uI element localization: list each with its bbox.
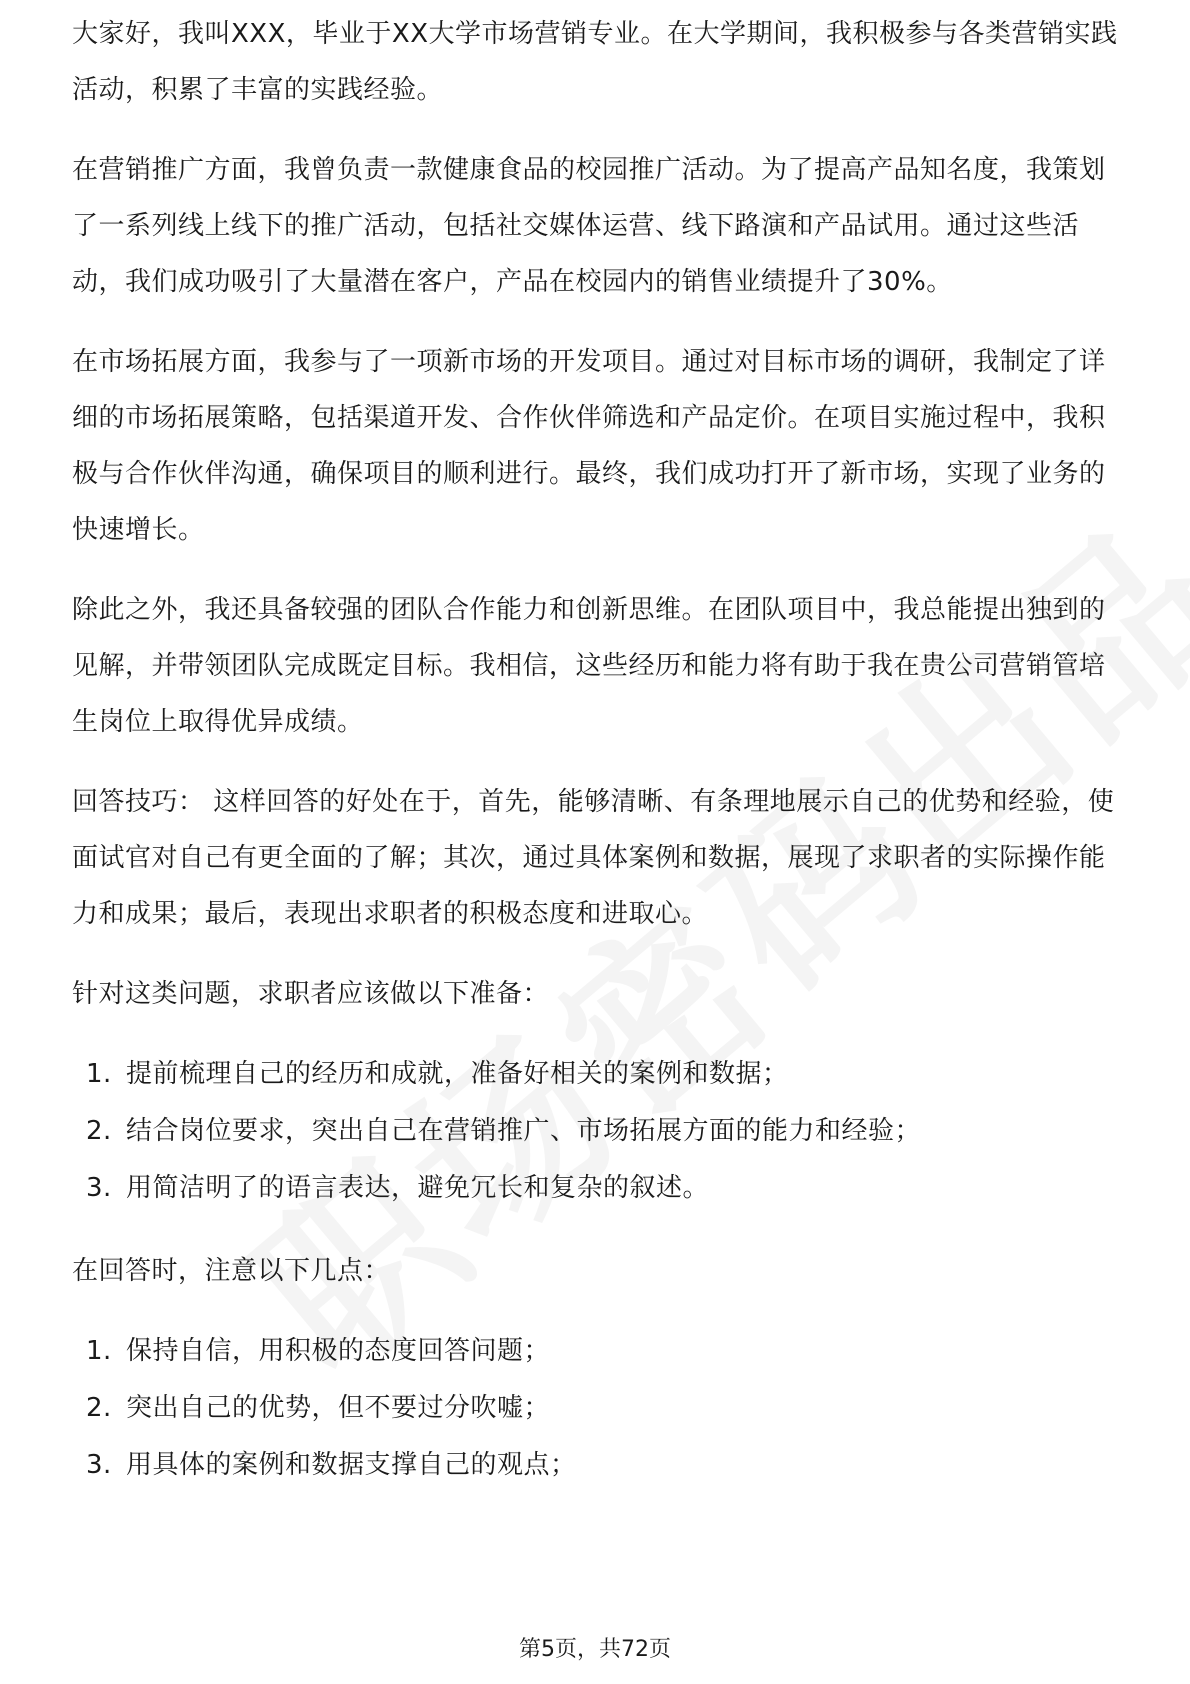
paragraph-market-expansion: 在市场拓展方面，我参与了一项新市场的开发项目。通过对目标市场的调研，我制定了详细的市场拓展策略，包括渠道开发、合作伙伴筛选和产品定价。在项目实施过程中，我积极与合作伙伴沟通，确保项目的顺利进行。最终，我们成功打开了新市场，实现了业务的快速增长。 bbox=[72, 347, 1106, 545]
list-item-text: 结合岗位要求，突出自己在营销推广、市场拓展方面的能力和经验； bbox=[126, 1116, 922, 1146]
list-item-text: 提前梳理自己的经历和成就，准备好相关的案例和数据； bbox=[126, 1059, 789, 1089]
notes-list bbox=[72, 1323, 1124, 1494]
list-item bbox=[72, 1046, 1124, 1103]
paragraph-marketing-promotion: 在营销推广方面，我曾负责一款健康食品的校园推广活动。为了提高产品知名度，我策划了一系列线上线下的推广活动，包括社交媒体运营、线下路演和产品试用。通过这些活动，我们成功吸引了大量潜在客户，产品在校园内的销售业绩提升了30%。 bbox=[72, 155, 1106, 297]
paragraph-notes-intro: 在回答时，注意以下几点： bbox=[72, 1256, 391, 1286]
list-item-number: 1. bbox=[86, 1336, 112, 1366]
list-item-number: 2. bbox=[86, 1393, 112, 1423]
list-item bbox=[72, 1380, 1124, 1437]
list-item bbox=[72, 1323, 1124, 1380]
page-number: 第5页，共72页 bbox=[519, 1637, 671, 1662]
list-item-number: 3. bbox=[86, 1173, 112, 1203]
list-item-text: 保持自信，用积极的态度回答问题； bbox=[126, 1336, 551, 1366]
list-item-number: 1. bbox=[86, 1059, 112, 1089]
prep-list bbox=[72, 1046, 1124, 1217]
paragraph-teamwork: 除此之外，我还具备较强的团队合作能力和创新思维。在团队项目中，我总能提出独到的见解，并带领团队完成既定目标。我相信，这些经历和能力将有助于我在贵公司营销管培生岗位上取得优异成绩。 bbox=[72, 595, 1106, 737]
list-item bbox=[72, 1160, 1124, 1217]
document-body bbox=[72, 19, 1124, 1520]
list-item-number: 2. bbox=[86, 1116, 112, 1146]
list-item bbox=[72, 1103, 1124, 1160]
list-item-text: 用简洁明了的语言表达，避免冗长和复杂的叙述。 bbox=[126, 1173, 710, 1203]
paragraph-prep-intro: 针对这类问题，求职者应该做以下准备： bbox=[72, 979, 550, 1009]
list-item-text: 用具体的案例和数据支撑自己的观点； bbox=[126, 1450, 577, 1480]
list-item-text: 突出自己的优势，但不要过分吹嘘； bbox=[126, 1393, 551, 1423]
list-item-number: 3. bbox=[86, 1450, 112, 1480]
paragraph-intro: 大家好，我叫XXX，毕业于XX大学市场营销专业。在大学期间，我积极参与各类营销实践活动，积累了丰富的实践经验。 bbox=[72, 19, 1118, 105]
paragraph-answer-tips: 回答技巧： 这样回答的好处在于，首先，能够清晰、有条理地展示自己的优势和经验，使面试官对自己有更全面的了解；其次，通过具体案例和数据，展现了求职者的实际操作能力和成果；最后，表现出求职者的积极态度和进取心。 bbox=[72, 787, 1115, 929]
list-item bbox=[72, 1437, 1124, 1494]
